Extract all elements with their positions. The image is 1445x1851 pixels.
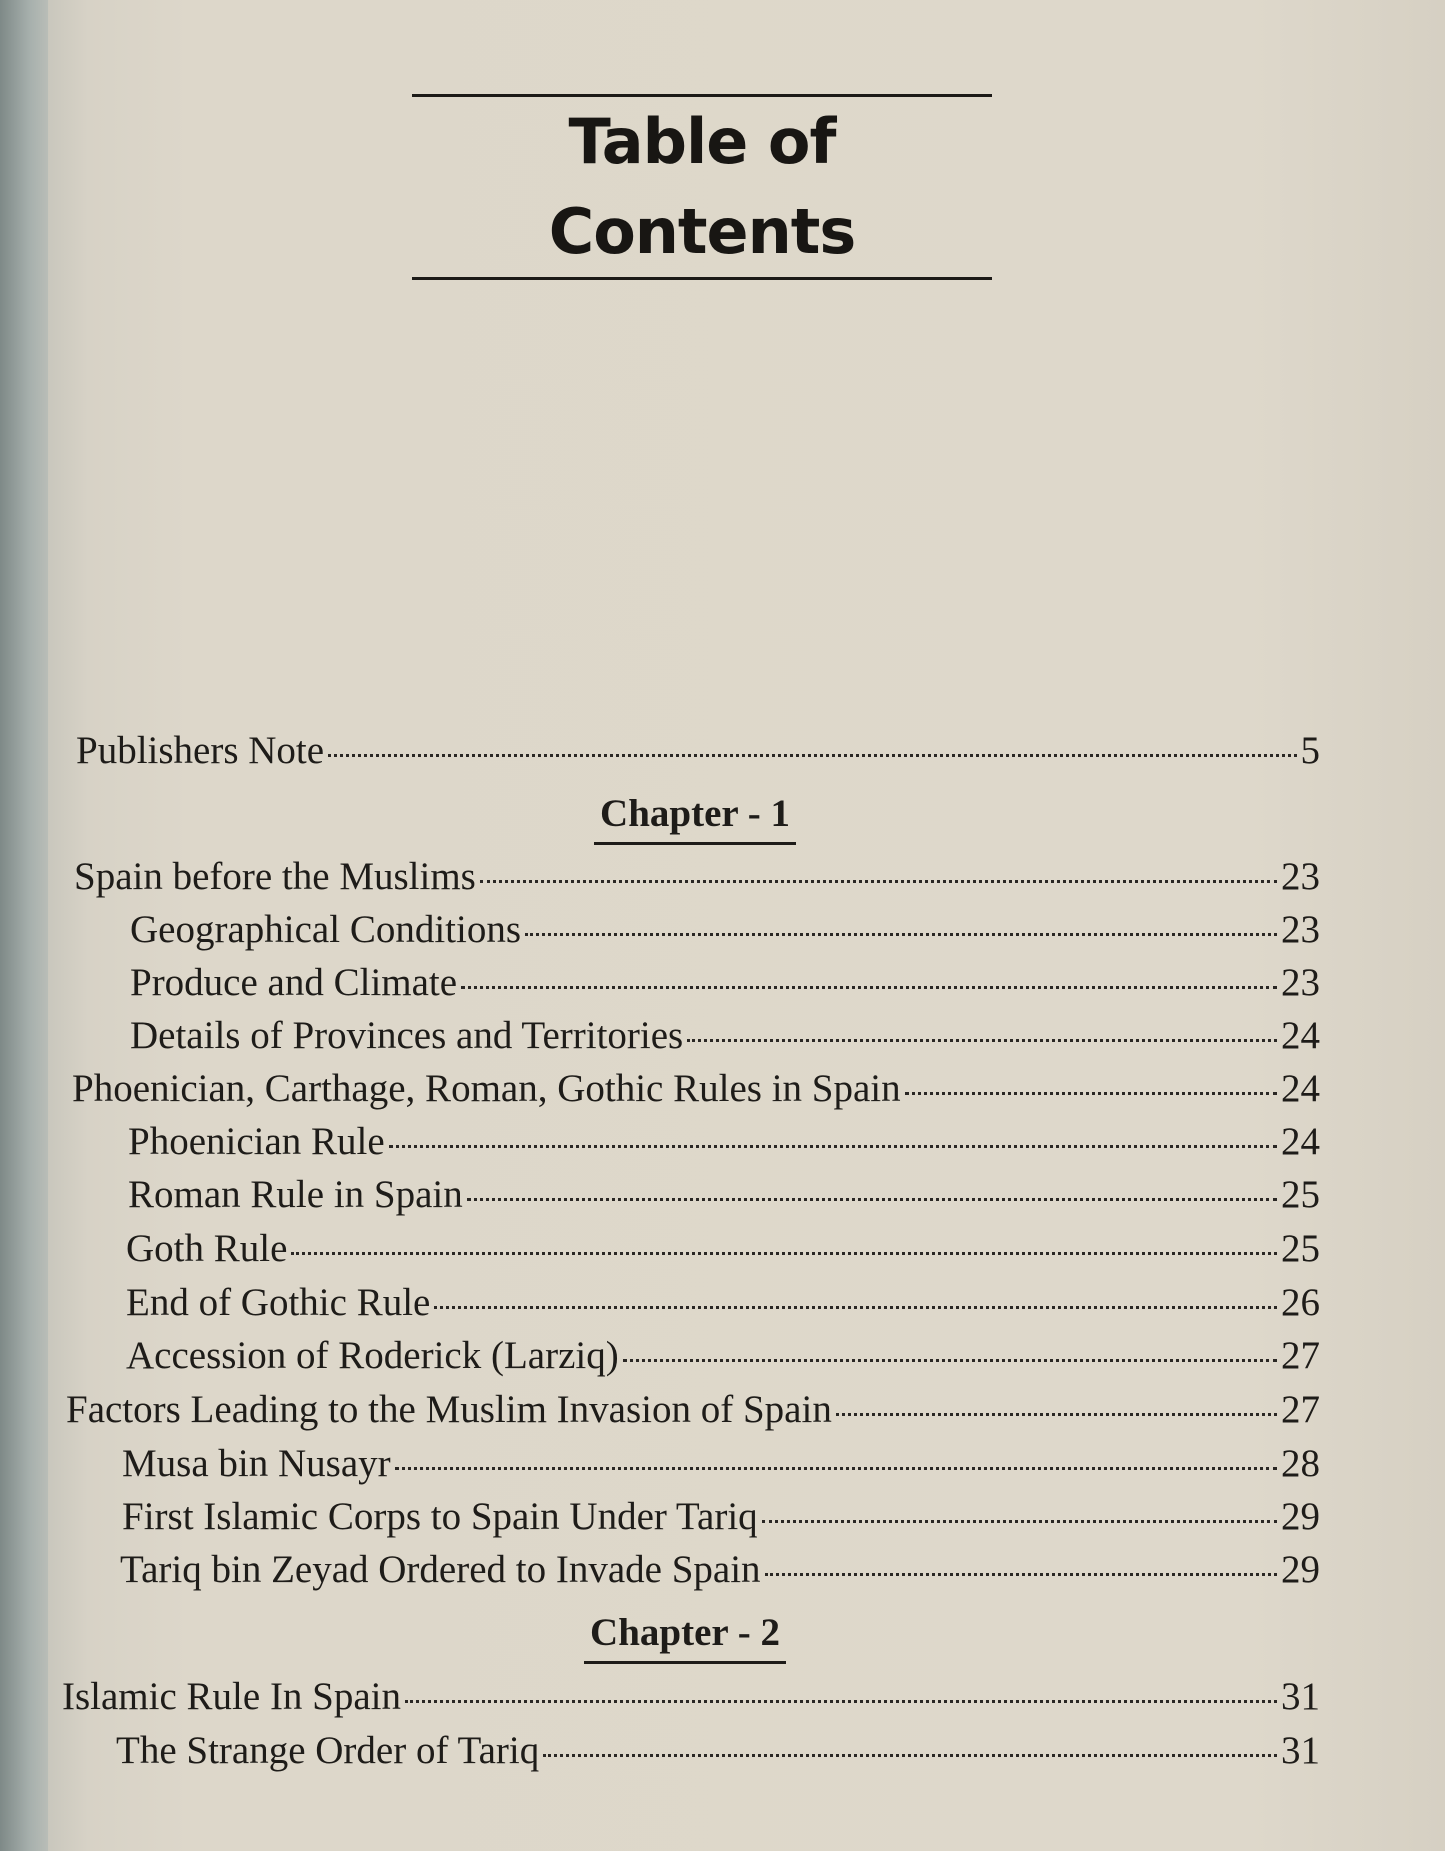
dot-leader bbox=[395, 1431, 1277, 1470]
toc-entry-page: 29 bbox=[1281, 1548, 1320, 1591]
dot-leader bbox=[765, 1537, 1277, 1576]
page-title: Table of Contents bbox=[548, 105, 856, 268]
toc-entry-title: Phoenician, Carthage, Roman, Gothic Rules in Spain bbox=[72, 1067, 901, 1110]
toc-entry-page: 29 bbox=[1281, 1495, 1320, 1538]
dot-leader bbox=[623, 1323, 1277, 1362]
toc-entry-title: End of Gothic Rule bbox=[126, 1281, 431, 1324]
toc-entry-title: The Strange Order of Tariq bbox=[116, 1729, 540, 1772]
toc-entry-title: Details of Provinces and Territories bbox=[130, 1014, 684, 1057]
toc-entry-page: 23 bbox=[1281, 961, 1320, 1004]
toc-subentry[interactable] bbox=[130, 903, 1320, 951]
dot-leader bbox=[905, 1056, 1277, 1095]
dot-leader bbox=[687, 1003, 1277, 1042]
toc-entry-title: Islamic Rule In Spain bbox=[62, 1675, 402, 1718]
toc-entry-page: 27 bbox=[1281, 1388, 1320, 1431]
toc-entry-page: 5 bbox=[1300, 729, 1320, 772]
dot-leader bbox=[480, 844, 1277, 883]
toc-entry[interactable] bbox=[72, 1062, 1320, 1110]
dot-leader bbox=[461, 950, 1277, 989]
toc-entry-page: 28 bbox=[1281, 1442, 1320, 1485]
chapter-heading bbox=[550, 1609, 820, 1664]
toc-entry-title: Publishers Note bbox=[76, 729, 325, 772]
toc-entry-page: 24 bbox=[1281, 1067, 1320, 1110]
toc-entry-title: Factors Leading to the Muslim Invasion of Spain bbox=[66, 1388, 832, 1431]
toc-subentry[interactable] bbox=[126, 1222, 1320, 1270]
toc-entry-page: 24 bbox=[1281, 1120, 1320, 1163]
dot-leader bbox=[405, 1664, 1277, 1703]
toc-entry-title: Produce and Climate bbox=[130, 961, 458, 1004]
dot-leader bbox=[543, 1718, 1277, 1757]
toc-entry[interactable] bbox=[62, 1670, 1320, 1718]
toc-entry-title: Phoenician Rule bbox=[128, 1120, 385, 1163]
dot-leader bbox=[328, 718, 1296, 757]
dot-leader bbox=[525, 897, 1277, 936]
chapter-heading bbox=[560, 790, 830, 845]
toc-entry-page: 25 bbox=[1281, 1173, 1320, 1216]
toc-entry-title: Goth Rule bbox=[126, 1227, 288, 1270]
toc-subentry[interactable] bbox=[126, 1329, 1320, 1377]
toc-subentry[interactable] bbox=[122, 1490, 1320, 1538]
dot-leader bbox=[434, 1270, 1277, 1309]
dot-leader bbox=[762, 1484, 1277, 1523]
chapter-heading-label: Chapter - 1 bbox=[594, 790, 796, 845]
toc-entry-page: 24 bbox=[1281, 1014, 1320, 1057]
toc-subentry[interactable] bbox=[130, 956, 1320, 1004]
toc-entry-title: Tariq bin Zeyad Ordered to Invade Spain bbox=[120, 1548, 761, 1591]
toc-subentry[interactable] bbox=[116, 1724, 1320, 1772]
toc-entry-page: 23 bbox=[1281, 908, 1320, 951]
toc-entry-title: Musa bin Nusayr bbox=[122, 1442, 391, 1485]
toc-entry-title: First Islamic Corps to Spain Under Tariq bbox=[122, 1495, 758, 1538]
toc-entry-page: 31 bbox=[1281, 1675, 1320, 1718]
toc-subentry[interactable] bbox=[122, 1437, 1320, 1485]
dot-leader bbox=[467, 1162, 1277, 1201]
chapter-heading-label: Chapter - 2 bbox=[584, 1609, 786, 1664]
toc-entry-page: 25 bbox=[1281, 1227, 1320, 1270]
toc-entry-page: 27 bbox=[1281, 1334, 1320, 1377]
dot-leader bbox=[389, 1109, 1277, 1148]
toc-entry[interactable] bbox=[74, 850, 1320, 898]
dot-leader bbox=[836, 1377, 1277, 1416]
toc-entry[interactable] bbox=[66, 1383, 1320, 1431]
toc-subentry[interactable] bbox=[126, 1276, 1320, 1324]
toc-subentry[interactable] bbox=[128, 1115, 1320, 1163]
dot-leader bbox=[291, 1216, 1277, 1255]
toc-entry-page: 31 bbox=[1281, 1729, 1320, 1772]
toc-entry-page: 26 bbox=[1281, 1281, 1320, 1324]
toc-subentry[interactable] bbox=[120, 1543, 1320, 1591]
toc-entry[interactable] bbox=[76, 724, 1320, 772]
toc-entry-title: Roman Rule in Spain bbox=[128, 1173, 463, 1216]
toc-subentry[interactable] bbox=[130, 1009, 1320, 1057]
toc-entry-page: 23 bbox=[1281, 855, 1320, 898]
toc-entry-title: Geographical Conditions bbox=[130, 908, 522, 951]
toc-entry-title: Accession of Roderick (Larziq) bbox=[126, 1334, 619, 1377]
toc-subentry[interactable] bbox=[128, 1168, 1320, 1216]
toc-entry-title: Spain before the Muslims bbox=[74, 855, 476, 898]
